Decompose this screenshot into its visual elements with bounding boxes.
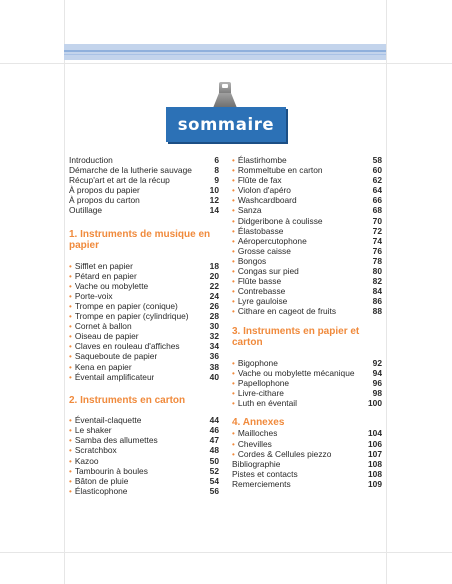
- toc-entry-label: • Cornet à ballon: [69, 321, 132, 332]
- toc-entry-page: 10: [209, 185, 219, 196]
- toc-entry-label: Démarche de la lutherie sauvage: [69, 165, 192, 176]
- toc-entry-page: 100: [368, 397, 382, 408]
- toc-entry-label: Introduction: [69, 155, 113, 165]
- toc-entry-page: 18: [209, 260, 219, 271]
- toc-entry-page: 36: [209, 351, 219, 362]
- toc-entry-page: 22: [209, 280, 219, 291]
- toc-entry-page: 84: [372, 286, 382, 297]
- toc-entry[interactable]: [232, 378, 382, 388]
- toc-entry-page: 30: [209, 321, 219, 332]
- toc-entry-page: 14: [209, 205, 219, 216]
- toc-entry-label: • Rommeltube en carton: [232, 165, 323, 176]
- toc-entry-page: 66: [372, 195, 382, 206]
- toc-entry-page: 62: [372, 175, 382, 186]
- toc-entry-page: 50: [209, 455, 219, 466]
- toc-entry[interactable]: [69, 271, 219, 281]
- toc-entry[interactable]: [232, 266, 382, 276]
- toc-entry-page: 72: [372, 225, 382, 236]
- toc-entry[interactable]: [69, 341, 219, 351]
- toc-entry-label: • Le shaker: [69, 425, 112, 436]
- toc-entry[interactable]: [69, 445, 219, 455]
- toc-entry-label: • Saqueboute de papier: [69, 351, 157, 362]
- toc-entry[interactable]: [69, 486, 219, 496]
- toc-entry[interactable]: [232, 439, 382, 449]
- toc-entry-label: À propos du papier: [69, 185, 140, 196]
- toc-entry-label: • Scratchbox: [69, 445, 117, 456]
- toc-entry[interactable]: [69, 301, 219, 311]
- toc-entry[interactable]: [69, 155, 219, 165]
- toc-entry[interactable]: [232, 155, 382, 165]
- toc-entry-label: • Papellophone: [232, 378, 289, 389]
- toc-entry-label: • Cordes & Cellules piezzo: [232, 449, 331, 460]
- toc-entry-label: • Éventail-claquette: [69, 415, 141, 426]
- toc-entry-page: 8: [214, 165, 219, 176]
- toc-entry-page: 82: [372, 276, 382, 287]
- toc-entry[interactable]: [232, 185, 382, 195]
- toc-entry-page: 108: [368, 458, 382, 469]
- toc-entry-page: 26: [209, 300, 219, 311]
- toc-entry-label: • Samba des allumettes: [69, 435, 158, 446]
- toc-entry-page: 64: [372, 185, 382, 196]
- toc-entry[interactable]: [232, 388, 382, 398]
- trim-line-right: [386, 0, 387, 584]
- toc-entry[interactable]: [69, 456, 219, 466]
- toc-entry-label: • Oiseau de papier: [69, 331, 139, 342]
- toc-entry-page: 12: [209, 195, 219, 206]
- toc-entry[interactable]: [69, 466, 219, 476]
- toc-entry[interactable]: [69, 165, 219, 175]
- toc-entry-page: 52: [209, 465, 219, 476]
- toc-entry-label: • Porte-voix: [69, 291, 113, 302]
- toc-entry[interactable]: [232, 286, 382, 296]
- toc-entry[interactable]: [69, 195, 219, 205]
- toc-entry[interactable]: [69, 261, 219, 271]
- toc-entry[interactable]: [69, 351, 219, 361]
- toc-entry-page: 32: [209, 331, 219, 342]
- toc-list: [69, 415, 219, 496]
- toc-entry[interactable]: [232, 459, 382, 469]
- toc-entry-label: • Sanza: [232, 205, 262, 216]
- page-title: sommaire: [177, 115, 275, 134]
- toc-column-right: [232, 155, 382, 489]
- toc-entry[interactable]: [232, 236, 382, 246]
- binder-clip-icon: [213, 82, 237, 108]
- toc-entry-page: 24: [209, 290, 219, 301]
- toc-list: [69, 261, 219, 382]
- toc-entry-label: • Lyre gauloise: [232, 296, 287, 307]
- toc-entry-page: 98: [372, 387, 382, 398]
- toc-entry[interactable]: [69, 185, 219, 195]
- toc-entry-label: • Vache ou mobylette: [69, 281, 148, 292]
- toc-entry-page: 56: [209, 485, 219, 496]
- toc-entry-label: • Didgeribone à coulisse: [232, 216, 323, 227]
- toc-entry-label: • Élasticophone: [69, 486, 127, 497]
- section-title-1: 1. Instruments de musique en papier: [69, 228, 211, 252]
- toc-entry-label: • Grosse caisse: [232, 246, 291, 257]
- toc-entry-page: 106: [368, 438, 382, 449]
- toc-entry[interactable]: [232, 175, 382, 185]
- toc-entry-page: 70: [372, 215, 382, 226]
- toc-entry-page: 58: [372, 155, 382, 165]
- toc-entry-page: 96: [372, 377, 382, 388]
- toc-entry-label: • Contrebasse: [232, 286, 285, 297]
- toc-entry-page: 107: [368, 448, 382, 459]
- toc-entry-label: • Flûte basse: [232, 276, 281, 287]
- toc-entry-page: 47: [209, 435, 219, 446]
- toc-entry-label: Outillage: [69, 205, 103, 216]
- toc-entry-page: 94: [372, 367, 382, 378]
- toc-entry-label: • Bigophone: [232, 358, 278, 369]
- toc-entry[interactable]: [232, 428, 382, 438]
- toc-page: [64, 0, 386, 584]
- toc-entry[interactable]: [232, 296, 382, 306]
- toc-entry[interactable]: [232, 246, 382, 256]
- toc-list: [232, 428, 382, 458]
- toc-entry-label: • Mailloches: [232, 428, 277, 439]
- toc-entry-page: 109: [368, 478, 382, 489]
- toc-entry[interactable]: [69, 311, 219, 321]
- toc-entry-page: 54: [209, 475, 219, 486]
- header-band: [64, 44, 386, 60]
- toc-entry-page: 40: [209, 371, 219, 382]
- toc-entry-label: Bibliographie: [232, 458, 281, 469]
- toc-entry[interactable]: [232, 216, 382, 226]
- toc-entry-label: • Élastirhombe: [232, 155, 287, 166]
- toc-entry[interactable]: [232, 358, 382, 368]
- toc-entry-page: 76: [372, 245, 382, 256]
- toc-entry[interactable]: [232, 226, 382, 236]
- toc-entry[interactable]: [232, 479, 382, 489]
- toc-entry[interactable]: [232, 449, 382, 459]
- toc-entry[interactable]: [69, 372, 219, 382]
- toc-entry-label: • Flûte de fax: [232, 175, 282, 186]
- toc-entry[interactable]: [232, 306, 382, 316]
- toc-entry-label: • Tambourin à boules: [69, 466, 148, 477]
- toc-list: [232, 358, 382, 408]
- toc-entry-label: • Élastobasse: [232, 226, 283, 237]
- toc-entry-label: • Claves en rouleau d'affiches: [69, 341, 180, 352]
- toc-entry[interactable]: [69, 321, 219, 331]
- toc-entry-label: • Washcardboard: [232, 195, 297, 206]
- toc-entry-label: Remerciements: [232, 478, 291, 489]
- toc-list: [69, 155, 219, 216]
- toc-entry-label: • Congas sur pied: [232, 266, 299, 277]
- toc-entry[interactable]: [232, 205, 382, 215]
- toc-entry-label: À propos du carton: [69, 195, 140, 206]
- title-box: [166, 107, 286, 142]
- toc-entry[interactable]: [232, 276, 382, 286]
- toc-entry-page: 78: [372, 255, 382, 266]
- toc-entry-label: • Violon d'apéro: [232, 185, 291, 196]
- toc-entry-label: • Livre-cithare: [232, 388, 284, 399]
- toc-list: [232, 155, 382, 317]
- toc-entry-page: 46: [209, 425, 219, 436]
- toc-column-left: [69, 155, 219, 496]
- toc-entry[interactable]: [69, 281, 219, 291]
- toc-entry-label: • Éventail amplificateur: [69, 372, 154, 383]
- toc-entry-label: • Kazoo: [69, 456, 99, 467]
- toc-entry-label: • Kena en papier: [69, 362, 132, 373]
- toc-entry-page: 104: [368, 428, 382, 439]
- toc-entry-label: • Trompe en papier (cylindrique): [69, 311, 189, 322]
- toc-entry[interactable]: [69, 362, 219, 372]
- toc-entry[interactable]: [232, 195, 382, 205]
- toc-entry[interactable]: [69, 175, 219, 185]
- toc-entry-page: 88: [372, 306, 382, 317]
- toc-entry-page: 86: [372, 296, 382, 307]
- toc-entry-page: 38: [209, 361, 219, 372]
- toc-entry-page: 92: [372, 357, 382, 368]
- toc-entry-label: • Pétard en papier: [69, 271, 137, 282]
- toc-list: [232, 459, 382, 489]
- toc-entry-page: 44: [209, 415, 219, 426]
- toc-entry-label: • Cithare en cageot de fruits: [232, 306, 336, 317]
- toc-entry-page: 28: [209, 311, 219, 322]
- section-title-4: 4. Annexes: [232, 416, 285, 428]
- toc-entry-page: 108: [368, 468, 382, 479]
- toc-entry[interactable]: [232, 398, 382, 408]
- toc-entry-page: 6: [214, 155, 219, 165]
- toc-entry-label: • Vache ou mobylette mécanique: [232, 368, 355, 379]
- toc-entry[interactable]: [232, 368, 382, 378]
- toc-entry-page: 80: [372, 266, 382, 277]
- toc-entry-label: • Sifflet en papier: [69, 261, 133, 272]
- toc-entry-page: 74: [372, 235, 382, 246]
- toc-entry-page: 9: [214, 175, 219, 186]
- toc-entry[interactable]: [69, 435, 219, 445]
- toc-entry-page: 20: [209, 270, 219, 281]
- toc-entry[interactable]: [69, 476, 219, 486]
- toc-entry[interactable]: [232, 469, 382, 479]
- toc-entry[interactable]: [69, 415, 219, 425]
- toc-entry-page: 68: [372, 205, 382, 216]
- toc-entry-page: 48: [209, 445, 219, 456]
- toc-entry[interactable]: [69, 291, 219, 301]
- section-title-3: 3. Instruments en papier et carton: [232, 325, 360, 348]
- toc-entry-label: • Bongos: [232, 256, 266, 267]
- toc-entry[interactable]: [69, 425, 219, 435]
- toc-entry[interactable]: [232, 256, 382, 266]
- toc-entry-label: • Aéropercutophone: [232, 236, 307, 247]
- toc-entry-label: • Chevilles: [232, 439, 272, 450]
- toc-entry[interactable]: [232, 165, 382, 175]
- toc-entry-label: • Trompe en papier (conique): [69, 301, 178, 312]
- toc-entry-label: • Bâton de pluie: [69, 476, 128, 487]
- toc-entry[interactable]: [69, 331, 219, 341]
- toc-entry[interactable]: [69, 205, 219, 215]
- toc-entry-label: Récup'art et art de la récup: [69, 175, 170, 186]
- toc-entry-label: • Luth en éventail: [232, 398, 297, 409]
- toc-entry-page: 60: [372, 165, 382, 176]
- toc-entry-page: 34: [209, 341, 219, 352]
- section-title-2: 2. Instruments en carton: [69, 394, 186, 406]
- toc-entry-label: Pistes et contacts: [232, 468, 298, 479]
